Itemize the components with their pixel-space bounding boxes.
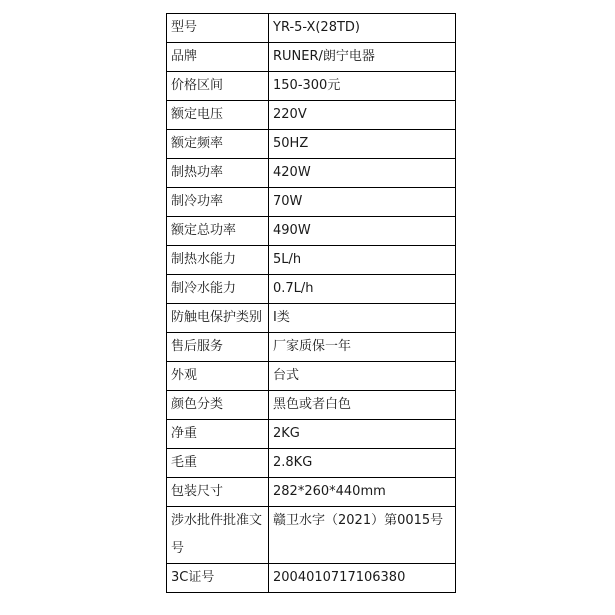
spec-label: 型号 xyxy=(167,14,269,43)
spec-table-body xyxy=(167,14,456,593)
spec-label: 外观 xyxy=(167,362,269,391)
table-row xyxy=(167,420,456,449)
spec-value: 黑色或者白色 xyxy=(269,391,456,420)
spec-label: 售后服务 xyxy=(167,333,269,362)
spec-value: 220V xyxy=(269,101,456,130)
spec-label: 额定电压 xyxy=(167,101,269,130)
table-row xyxy=(167,246,456,275)
table-row xyxy=(167,130,456,159)
table-row xyxy=(167,101,456,130)
spec-label: 制热功率 xyxy=(167,159,269,188)
spec-label: 净重 xyxy=(167,420,269,449)
spec-value: YR-5-X(28TD) xyxy=(269,14,456,43)
spec-table xyxy=(166,13,456,593)
table-row xyxy=(167,507,456,564)
table-row xyxy=(167,362,456,391)
table-row xyxy=(167,333,456,362)
spec-value: 赣卫水字（2021）第0015号 xyxy=(269,507,456,564)
spec-label: 额定总功率 xyxy=(167,217,269,246)
table-row xyxy=(167,43,456,72)
table-row xyxy=(167,159,456,188)
spec-label: 包装尺寸 xyxy=(167,478,269,507)
table-row xyxy=(167,188,456,217)
spec-value: 420W xyxy=(269,159,456,188)
table-row xyxy=(167,478,456,507)
spec-label: 制冷水能力 xyxy=(167,275,269,304)
spec-value: 5L/h xyxy=(269,246,456,275)
spec-value: 厂家质保一年 xyxy=(269,333,456,362)
spec-label: 制冷功率 xyxy=(167,188,269,217)
spec-value: I类 xyxy=(269,304,456,333)
spec-label: 涉水批件批准文号 xyxy=(167,507,269,564)
spec-value: 台式 xyxy=(269,362,456,391)
table-row xyxy=(167,72,456,101)
spec-label: 品牌 xyxy=(167,43,269,72)
table-row xyxy=(167,391,456,420)
spec-value: 0.7L/h xyxy=(269,275,456,304)
spec-value: 490W xyxy=(269,217,456,246)
spec-label: 价格区间 xyxy=(167,72,269,101)
table-row xyxy=(167,217,456,246)
spec-label: 额定频率 xyxy=(167,130,269,159)
spec-label: 颜色分类 xyxy=(167,391,269,420)
spec-label: 制热水能力 xyxy=(167,246,269,275)
spec-value: 2KG xyxy=(269,420,456,449)
spec-value: RUNER/朗宁电器 xyxy=(269,43,456,72)
table-row xyxy=(167,564,456,593)
spec-value: 50HZ xyxy=(269,130,456,159)
table-row xyxy=(167,14,456,43)
spec-value: 2004010717106380 xyxy=(269,564,456,593)
spec-value: 70W xyxy=(269,188,456,217)
table-row xyxy=(167,275,456,304)
spec-label: 3C证号 xyxy=(167,564,269,593)
spec-value: 2.8KG xyxy=(269,449,456,478)
spec-value: 282*260*440mm xyxy=(269,478,456,507)
spec-label: 毛重 xyxy=(167,449,269,478)
spec-label: 防触电保护类别 xyxy=(167,304,269,333)
spec-value: 150-300元 xyxy=(269,72,456,101)
table-row xyxy=(167,304,456,333)
table-row xyxy=(167,449,456,478)
